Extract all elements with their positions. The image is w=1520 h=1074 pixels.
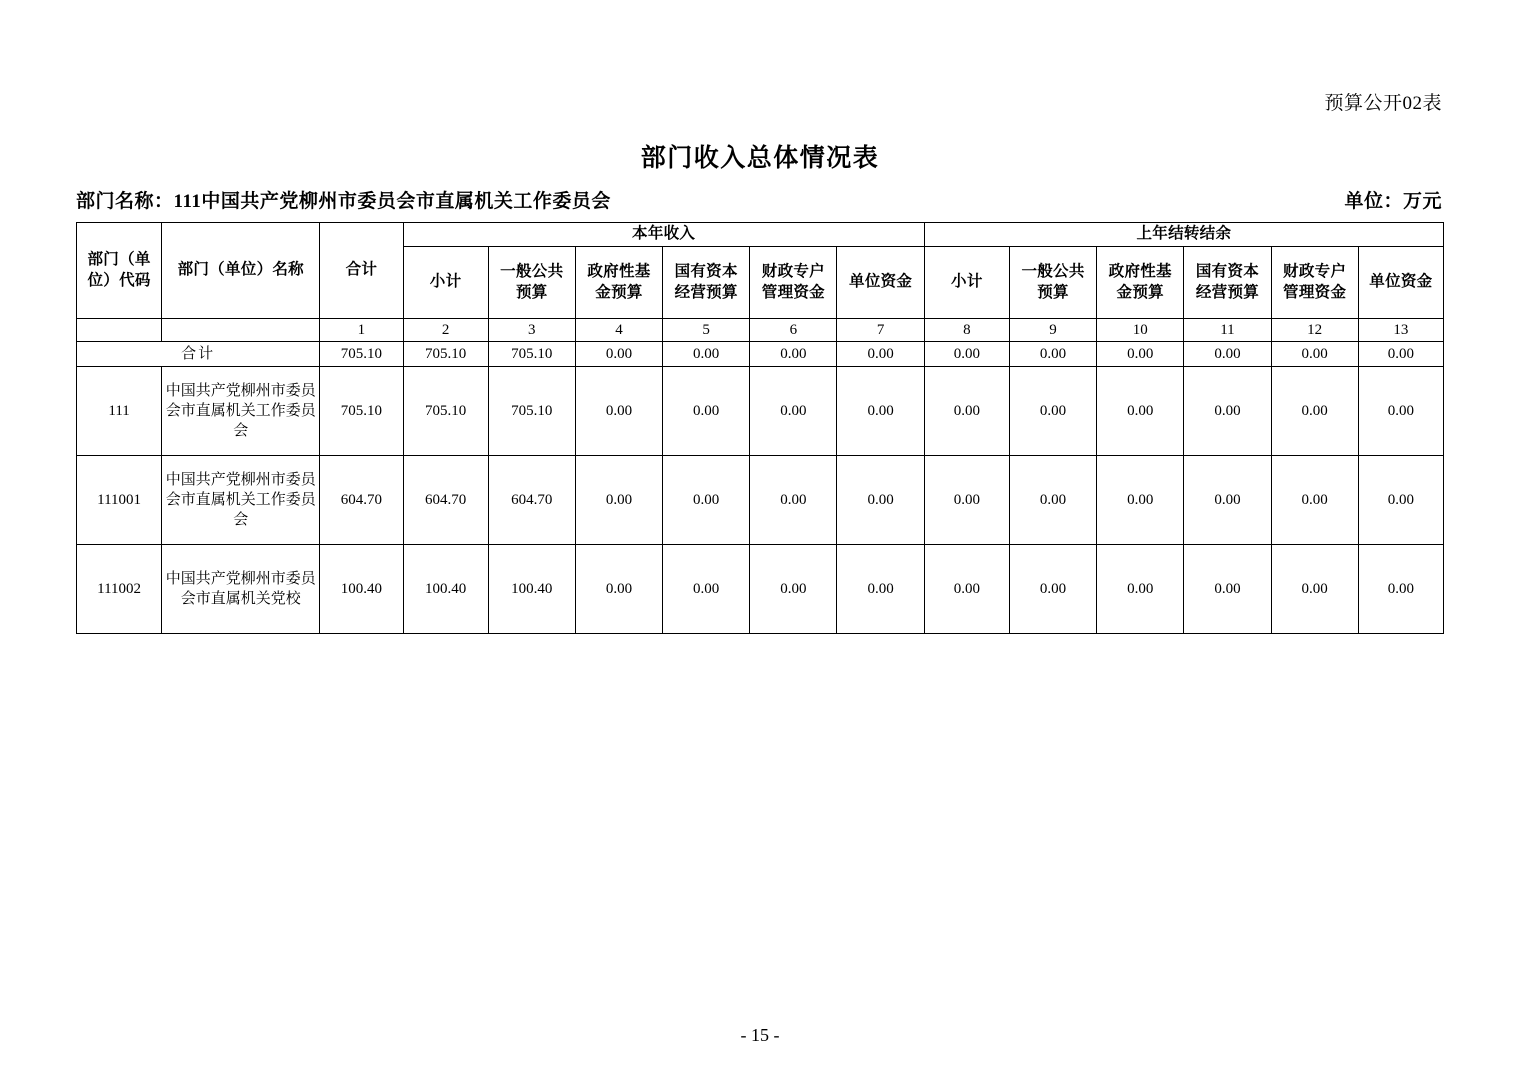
- th-pc-gov-fund: [1097, 247, 1184, 319]
- th-group-current-year: 本年收入: [403, 223, 924, 247]
- th-total: 合计: [320, 223, 403, 319]
- department-name-line: 部门名称：111中国共产党柳州市委员会市直属机关工作委员会: [76, 191, 611, 212]
- row-dept-name: 中国共产党柳州市委员会市直属机关工作委员会: [162, 456, 320, 545]
- row-dept-name: 中国共产党柳州市委员会市直属机关工作委员会: [162, 367, 320, 456]
- row-value-8: 0.00: [924, 456, 1009, 545]
- row-value-8: 0.00: [924, 367, 1009, 456]
- row-value-3: 100.40: [488, 545, 575, 634]
- th-pc-fiscal-account: [1271, 247, 1358, 319]
- row-value-4: 0.00: [575, 545, 662, 634]
- col-num-blank-code: [77, 319, 162, 342]
- row-value-10: 0.00: [1097, 367, 1184, 456]
- th-pc-gov-fund-line1: 政府性基: [1108, 262, 1172, 280]
- row-dept-code: 111001: [77, 456, 162, 545]
- th-cy-public-budget: [488, 247, 575, 319]
- th-cy-fiscal-account-line1: 财政专户: [761, 262, 825, 280]
- row-value-4: 0.00: [575, 456, 662, 545]
- th-cy-state-capital: [663, 247, 750, 319]
- row-value-13: 0.00: [1358, 545, 1443, 634]
- row-value-11: 0.00: [1184, 456, 1271, 545]
- th-cy-fiscal-account: [750, 247, 837, 319]
- budget-income-table: [76, 222, 1444, 634]
- th-pc-public-budget: [1009, 247, 1096, 319]
- row-value-2: 604.70: [403, 456, 488, 545]
- col-num-11: 11: [1184, 319, 1271, 342]
- col-num-10: 10: [1097, 319, 1184, 342]
- col-num-9: 9: [1009, 319, 1096, 342]
- th-cy-unit-fund: 单位资金: [837, 247, 924, 319]
- table-row-total: [77, 342, 1444, 367]
- row-dept-code: 111002: [77, 545, 162, 634]
- row-value-13: 0.00: [1358, 367, 1443, 456]
- col-num-4: 4: [575, 319, 662, 342]
- table-column-number-row: [77, 319, 1444, 342]
- row-value-1: 100.40: [320, 545, 403, 634]
- th-dept-code: 部门（单位）代码: [77, 223, 162, 319]
- th-cy-gov-fund-line2: 金预算: [595, 283, 643, 301]
- row-dept-code: 111: [77, 367, 162, 456]
- row-value-6: 0.00: [750, 456, 837, 545]
- th-cy-state-capital-line2: 经营预算: [674, 283, 738, 301]
- th-pc-state-capital-line2: 经营预算: [1195, 283, 1260, 301]
- th-pc-public-budget-line2: 预算: [1037, 283, 1069, 301]
- total-row-value-12: 0.00: [1271, 342, 1358, 367]
- row-value-5: 0.00: [663, 367, 750, 456]
- row-value-1: 705.10: [320, 367, 403, 456]
- th-group-prior-carryover: 上年结转结余: [924, 223, 1443, 247]
- th-dept-name: 部门（单位）名称: [162, 223, 320, 319]
- total-row-label: 合计: [77, 342, 320, 367]
- th-cy-gov-fund-line1: 政府性基: [587, 262, 651, 280]
- th-cy-fiscal-account-line2: 管理资金: [761, 283, 825, 301]
- col-num-3: 3: [488, 319, 575, 342]
- row-value-12: 0.00: [1271, 456, 1358, 545]
- total-row-value-5: 0.00: [663, 342, 750, 367]
- unit-of-measure-line: 单位：万元: [1344, 191, 1442, 212]
- th-pc-fiscal-account-line2: 管理资金: [1283, 283, 1347, 301]
- th-cy-state-capital-line1: 国有资本: [674, 262, 738, 280]
- col-num-5: 5: [663, 319, 750, 342]
- row-value-3: 604.70: [488, 456, 575, 545]
- th-pc-fiscal-account-line1: 财政专户: [1283, 262, 1347, 280]
- th-cy-gov-fund: [575, 247, 662, 319]
- th-pc-public-budget-line1: 一般公共: [1021, 262, 1085, 280]
- row-value-9: 0.00: [1009, 367, 1096, 456]
- row-value-10: 0.00: [1097, 545, 1184, 634]
- col-num-6: 6: [750, 319, 837, 342]
- total-row-value-13: 0.00: [1358, 342, 1443, 367]
- row-value-11: 0.00: [1184, 545, 1271, 634]
- th-cy-public-budget-line1: 一般公共: [500, 262, 564, 280]
- total-row-value-6: 0.00: [750, 342, 837, 367]
- row-value-6: 0.00: [750, 367, 837, 456]
- total-row-value-9: 0.00: [1009, 342, 1096, 367]
- table-row: [77, 367, 1444, 456]
- total-row-value-7: 0.00: [837, 342, 924, 367]
- total-row-value-10: 0.00: [1097, 342, 1184, 367]
- th-cy-public-budget-line2: 预算: [515, 283, 548, 301]
- row-value-5: 0.00: [663, 545, 750, 634]
- row-value-9: 0.00: [1009, 456, 1096, 545]
- col-num-13: 13: [1358, 319, 1443, 342]
- th-pc-subtotal: 小计: [924, 247, 1009, 319]
- th-pc-gov-fund-line2: 金预算: [1116, 283, 1164, 301]
- th-pc-state-capital: [1184, 247, 1271, 319]
- th-pc-state-capital-line1: 国有资本: [1195, 262, 1260, 280]
- table-row: [77, 545, 1444, 634]
- total-row-value-8: 0.00: [924, 342, 1009, 367]
- th-pc-unit-fund: 单位资金: [1358, 247, 1443, 319]
- col-num-8: 8: [924, 319, 1009, 342]
- total-row-value-3: 705.10: [488, 342, 575, 367]
- table-group-header-row: [77, 223, 1444, 247]
- col-num-12: 12: [1271, 319, 1358, 342]
- row-value-12: 0.00: [1271, 367, 1358, 456]
- page-number: - 15 -: [740, 1025, 780, 1045]
- row-value-1: 604.70: [320, 456, 403, 545]
- row-value-7: 0.00: [837, 545, 924, 634]
- row-value-8: 0.00: [924, 545, 1009, 634]
- page-title: 部门收入总体情况表: [640, 145, 880, 172]
- total-row-value-2: 705.10: [403, 342, 488, 367]
- row-value-7: 0.00: [837, 456, 924, 545]
- row-value-9: 0.00: [1009, 545, 1096, 634]
- row-value-13: 0.00: [1358, 456, 1443, 545]
- th-cy-subtotal: 小计: [403, 247, 488, 319]
- row-value-2: 100.40: [403, 545, 488, 634]
- form-code: 预算公开02表: [1324, 93, 1442, 114]
- row-dept-name: 中国共产党柳州市委员会市直属机关党校: [162, 545, 320, 634]
- table-row: [77, 456, 1444, 545]
- row-value-4: 0.00: [575, 367, 662, 456]
- col-num-blank-name: [162, 319, 320, 342]
- row-value-12: 0.00: [1271, 545, 1358, 634]
- col-num-2: 2: [403, 319, 488, 342]
- total-row-value-4: 0.00: [575, 342, 662, 367]
- row-value-5: 0.00: [663, 456, 750, 545]
- row-value-6: 0.00: [750, 545, 837, 634]
- col-num-1: 1: [320, 319, 403, 342]
- row-value-3: 705.10: [488, 367, 575, 456]
- row-value-11: 0.00: [1184, 367, 1271, 456]
- row-value-2: 705.10: [403, 367, 488, 456]
- total-row-value-1: 705.10: [320, 342, 403, 367]
- col-num-7: 7: [837, 319, 924, 342]
- total-row-value-11: 0.00: [1184, 342, 1271, 367]
- row-value-7: 0.00: [837, 367, 924, 456]
- row-value-10: 0.00: [1097, 456, 1184, 545]
